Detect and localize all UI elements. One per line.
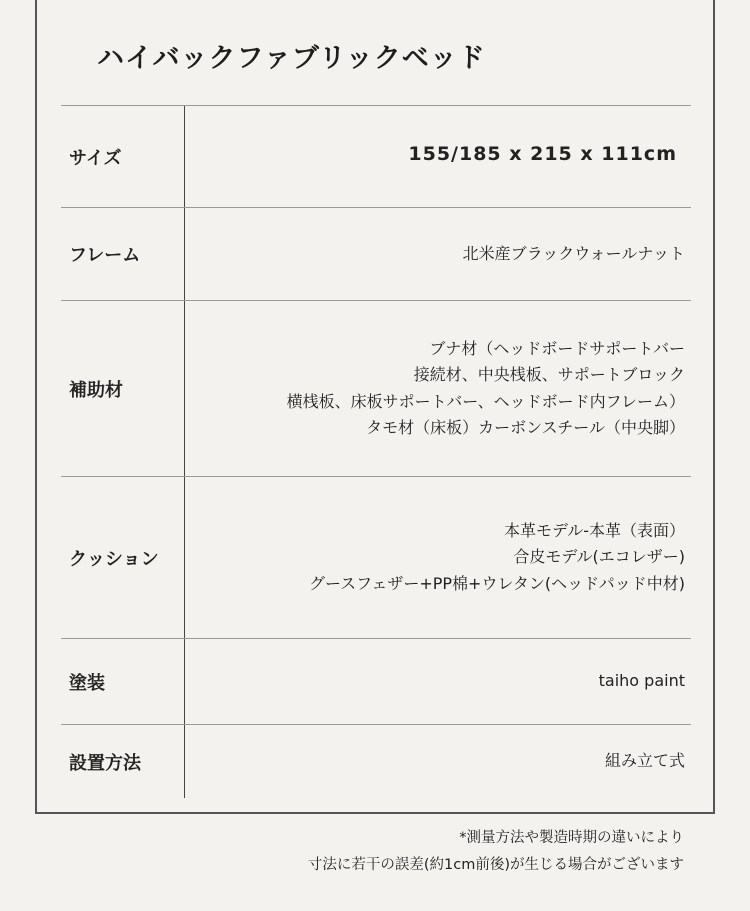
spec-value-line: 合皮モデル(エコレザー) [513,547,685,567]
spec-value-line: ブナ材（ヘッドボードサポートバー [429,338,685,358]
spec-value-coating [185,639,691,724]
spec-value-line: タモ材（床板）カーボンスチール（中央脚） [366,418,685,437]
spec-label-size: サイズ [61,106,185,207]
spec-label-coating: 塗装 [61,639,185,724]
spec-value-auxiliary-material [185,301,691,476]
spec-value-line: 接続材、中央桟板、サポートブロック [413,365,685,384]
measurement-footnote [308,825,684,879]
spec-value-size [185,106,691,207]
spec-label-frame: フレーム [61,208,185,300]
spec-value-line: taiho paint [598,671,685,691]
footnote-line: *測量方法や製造時期の違いにより [459,830,684,846]
spec-row-frame [61,207,691,300]
spec-value-line: 本革モデル-本革（表面） [504,520,685,540]
spec-row-size [61,105,691,207]
spec-value-line: 155/185 x 215 x 111cm [408,143,677,166]
spec-value-line: グースフェザー+PP棉+ウレタン(ヘッドパッド中材) [308,573,685,593]
product-title: ハイバックファブリックベッド [97,43,486,74]
spec-value-cushion [185,477,691,638]
spec-row-auxiliary-material [61,300,691,476]
spec-row-coating [61,638,691,724]
spec-label-auxiliary-material: 補助材 [61,301,185,476]
spec-value-line: 北米産ブラックウォールナット [462,243,685,263]
spec-value-line: 横桟板、床板サポートバー、ヘッドボード内フレーム） [286,391,685,411]
spec-card [35,0,715,814]
spec-value-line: 組み立て式 [604,751,685,771]
spec-table [61,105,691,798]
spec-value-installation [185,725,691,798]
spec-label-installation: 設置方法 [61,725,185,798]
spec-value-frame [185,208,691,300]
spec-label-cushion: クッション [61,477,185,638]
footnote-line: 寸法に若干の誤差(約1cm前後)が生じる場合がございます [307,857,684,873]
spec-row-installation [61,724,691,798]
spec-row-cushion [61,476,691,638]
